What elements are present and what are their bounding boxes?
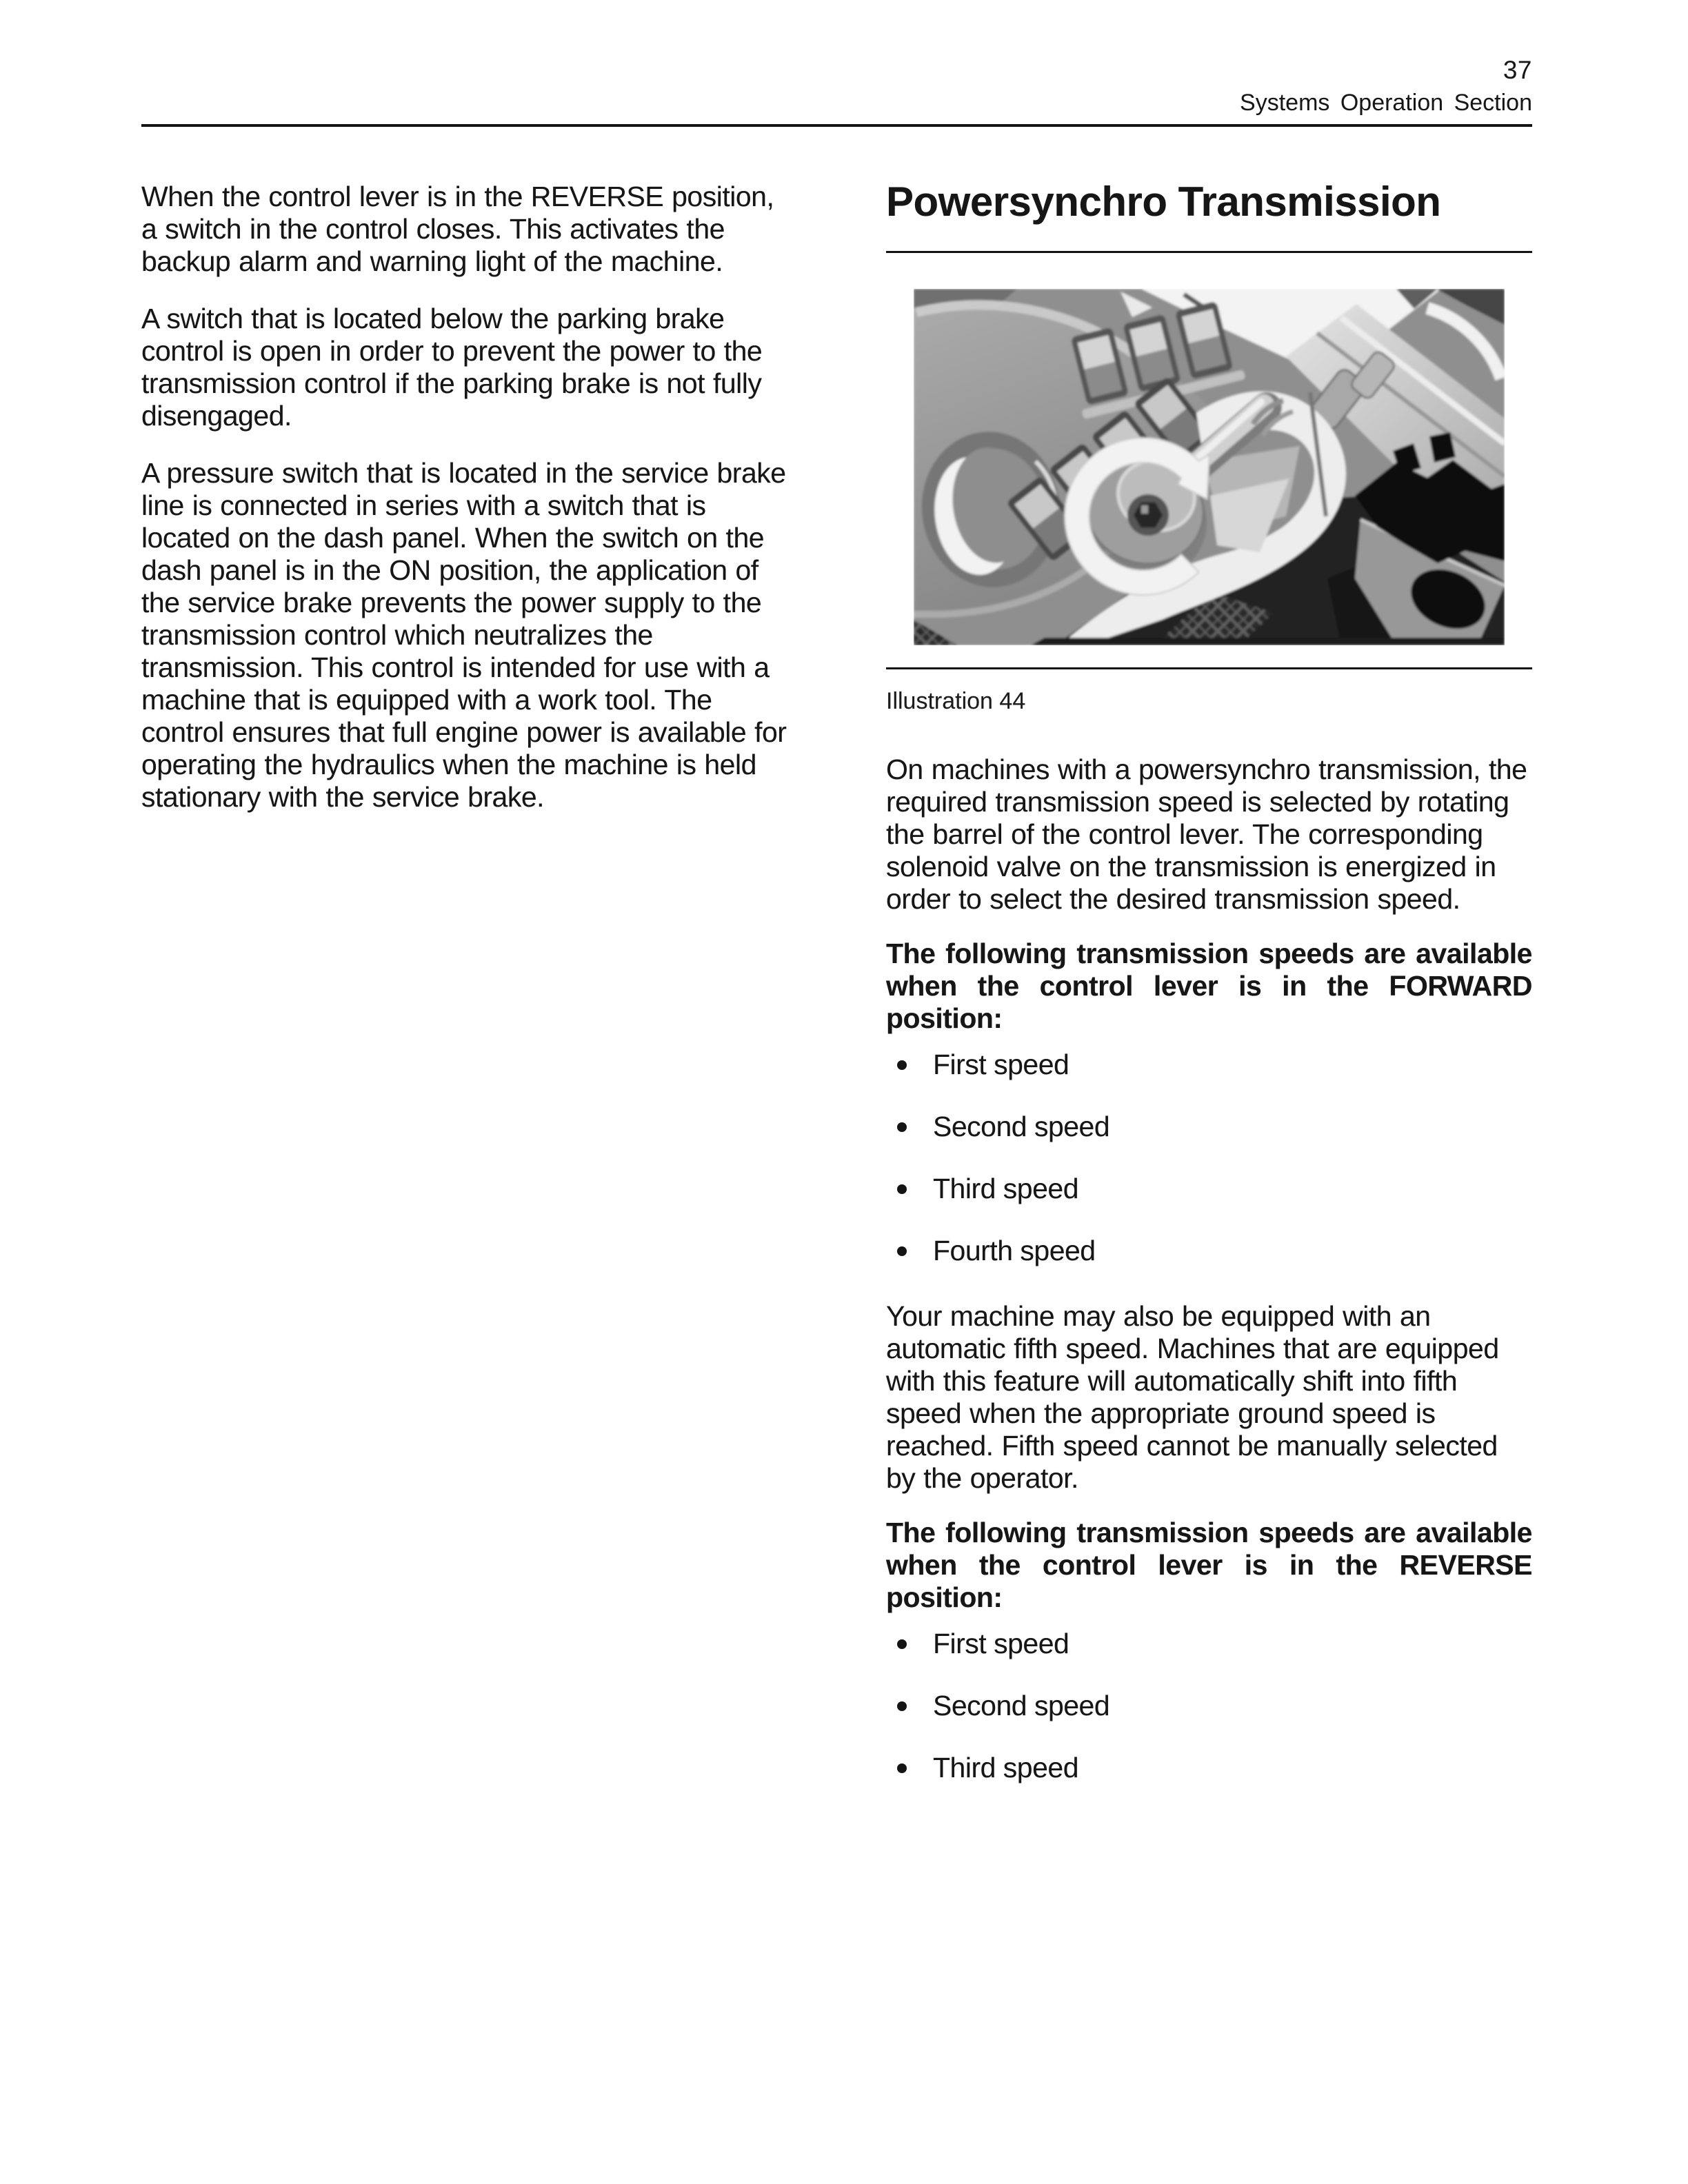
- header-rule: [141, 124, 1532, 127]
- list-item: [886, 1628, 1532, 1660]
- bullet-icon: [897, 1639, 907, 1649]
- paragraph-parking-brake: A switch that is located below the parking brake control is open in order to prevent the power to the transmission control if the parking brake is not fully disengaged.: [141, 303, 763, 432]
- illustration-44-figure: [914, 289, 1505, 645]
- list-item-label: Second speed: [933, 1690, 1110, 1721]
- paragraph-powersynchro-intro: On machines with a powersynchro transmission, the required transmission speed is selected by rotating the barrel of the control lever. The corresponding solenoid valve on the transmission is energized in order to select the desired transmission speed.: [886, 754, 1527, 915]
- paragraph-fifth-speed: Your machine may also be equipped with an automatic fifth speed. Machines that are equipped with this feature will automatically shift into fifth speed when the appropriate ground speed is reached. Fifth speed cannot be manually selected by the operator.: [886, 1300, 1499, 1494]
- left-column: [141, 181, 793, 813]
- two-column-layout: [141, 181, 1532, 1784]
- list-item-label: Fourth speed: [933, 1235, 1096, 1266]
- bullet-icon: [897, 1184, 907, 1194]
- bullet-icon: [897, 1060, 907, 1070]
- page-number: 37: [1503, 56, 1532, 84]
- bullet-icon: [897, 1763, 907, 1773]
- page-header: [141, 0, 1532, 120]
- list-item: [886, 1173, 1532, 1205]
- list-item-label: Third speed: [933, 1752, 1079, 1783]
- paragraph-pressure-switch: A pressure switch that is located in the service brake line is connected in series with a switch that is located on the dash panel. When the switch on the dash panel is in the ON position, the application of the service brake prevents the power supply to the transmission control which neutralizes the transmission. This control is intended for use with a machine that is equipped with a work tool. The control ensures that full engine power is available for operating the hydraulics when the machine is held stationary with the service brake.: [141, 457, 787, 813]
- bullet-icon: [897, 1246, 907, 1256]
- list-item: [886, 1049, 1532, 1081]
- control-panel-photo: [914, 289, 1505, 645]
- list-item-label: First speed: [933, 1049, 1069, 1080]
- forward-speeds-heading: The following transmission speeds are available when the control lever is in the FORWARD position:: [886, 938, 1532, 1034]
- section-title: Systems Operation Section: [1240, 90, 1532, 116]
- reverse-speed-list: [886, 1628, 1532, 1784]
- right-column: [886, 181, 1532, 1784]
- list-item-label: Second speed: [933, 1111, 1110, 1142]
- forward-speed-list: [886, 1049, 1532, 1267]
- figure-rule: [886, 667, 1532, 669]
- list-item: [886, 1111, 1532, 1143]
- figure-caption: Illustration 44: [886, 688, 1026, 714]
- list-item: [886, 1235, 1532, 1267]
- bullet-icon: [897, 1122, 907, 1132]
- list-item-label: First speed: [933, 1628, 1069, 1659]
- title-rule: [886, 251, 1532, 253]
- reverse-speeds-heading: The following transmission speeds are available when the control lever is in the REVERSE position:: [886, 1517, 1532, 1613]
- list-item-label: Third speed: [933, 1173, 1079, 1204]
- list-item: [886, 1690, 1532, 1722]
- paragraph-reverse-switch: When the control lever is in the REVERSE position, a switch in the control closes. This activates the backup alarm and warning light of the machine.: [141, 181, 774, 277]
- list-item: [886, 1752, 1532, 1784]
- bullet-icon: [897, 1701, 907, 1711]
- article-title: Powersynchro Transmission: [886, 179, 1441, 225]
